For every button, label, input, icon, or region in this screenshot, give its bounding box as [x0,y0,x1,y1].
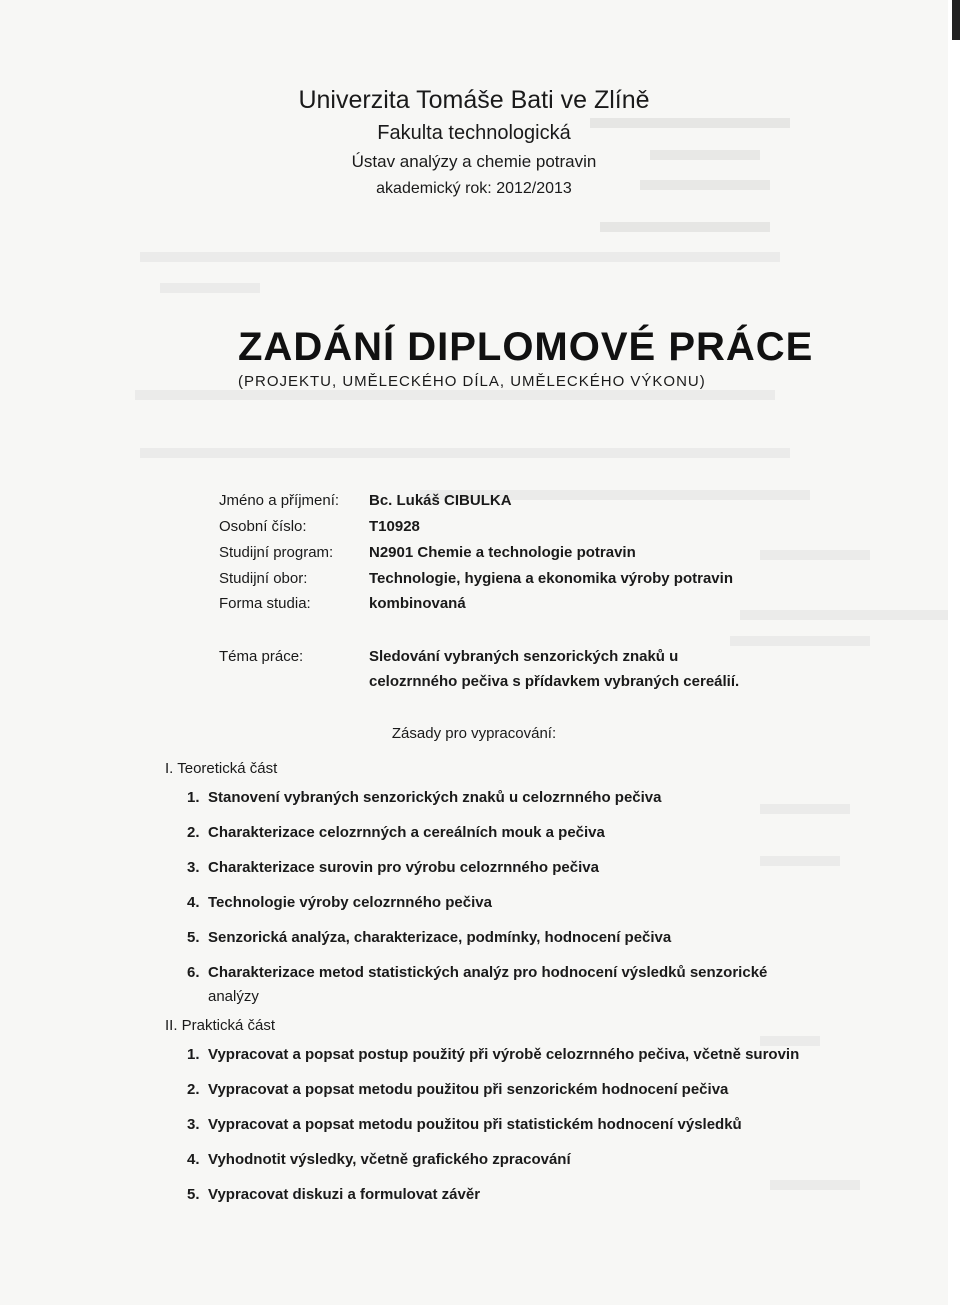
item-number: 3. [187,1116,200,1133]
theory-heading: I. Teoretická část [165,760,278,777]
item-number: 4. [187,1151,200,1168]
list-item [187,1046,799,1063]
document-subtitle: (PROJEKTU, UMĚLECKÉHO DÍLA, UMĚLECKÉHO VÝKONU) [238,373,706,390]
item-number: 2. [187,1081,200,1098]
list-item [187,859,599,876]
practice-heading: II. Praktická část [165,1017,276,1034]
item-number: 3. [187,859,200,876]
item-number: 5. [187,1186,200,1203]
field-label-study-field: Studijní obor: [219,570,308,587]
item-number: 5. [187,929,200,946]
item-number: 6. [187,964,200,981]
list-item [187,789,662,806]
document-title: ZADÁNÍ DIPLOMOVÉ PRÁCE [238,325,814,369]
item-text: Charakterizace celozrnných a cereálních mouk a pečiva [208,824,605,841]
field-label-study-form: Forma studia: [219,595,311,612]
list-item [187,964,767,981]
field-value-name: Bc. Lukáš CIBULKA [369,492,512,509]
item-text: Vypracovat a popsat postup použitý při výrobě celozrnného pečiva, včetně surovin [208,1046,800,1063]
item-text: Vyhodnotit výsledky, včetně grafického zpracování [208,1151,571,1168]
guidelines-heading: Zásady pro vypracování: [391,725,557,742]
list-item [187,1081,728,1098]
item-number: 2. [187,824,200,841]
topic-label: Téma práce: [219,648,304,665]
faculty-name: Fakulta technologická [377,122,571,144]
item-text: Vypracovat a popsat metodu použitou při statistickém hodnocení výsledků [208,1116,742,1133]
list-item [187,1116,742,1133]
field-label-study-program: Studijní program: [219,544,334,561]
item-text: Charakterizace metod statistických analýz pro hodnocení výsledků senzorické [208,964,768,981]
item-number: 1. [187,789,200,806]
item-text: Senzorická analýza, charakterizace, podmínky, hodnocení pečiva [208,929,672,946]
scan-corner-mark [952,0,960,40]
item-text: Stanovení vybraných senzorických znaků u celozrnného pečiva [208,789,662,806]
field-value-study-form: kombinovaná [369,595,466,612]
item-number: 1. [187,1046,200,1063]
list-item [187,1151,571,1168]
field-value-personal-number: T10928 [369,518,420,535]
field-value-study-program: N2901 Chemie a technologie potravin [369,544,636,561]
item-text: Vypracovat a popsat metodu použitou při senzorickém hodnocení pečiva [208,1081,729,1098]
item-text-continuation: analýzy [208,988,259,1005]
field-label-personal-number: Osobní číslo: [219,518,307,535]
field-value-study-field: Technologie, hygiena a ekonomika výroby potravin [369,570,733,587]
list-item [187,894,492,911]
field-label-name: Jméno a příjmení: [219,492,340,509]
list-item [187,1186,480,1203]
item-number: 4. [187,894,200,911]
topic-line-2: celozrnného pečiva s přídavkem vybraných cereálií. [369,673,740,690]
item-text: Charakterizace surovin pro výrobu celozrnného pečiva [208,859,599,876]
page-edge [948,0,960,1305]
university-name: Univerzita Tomáše Bati ve Zlíně [298,86,650,114]
institute-name: Ústav analýzy a chemie potravin [351,152,597,171]
academic-year: akademický rok: 2012/2013 [376,180,572,197]
list-item [187,824,605,841]
item-text: Vypracovat diskuzi a formulovat závěr [208,1186,481,1203]
list-item [187,929,671,946]
topic-line-1: Sledování vybraných senzorických znaků u [369,648,679,665]
item-text: Technologie výroby celozrnného pečiva [208,894,492,911]
